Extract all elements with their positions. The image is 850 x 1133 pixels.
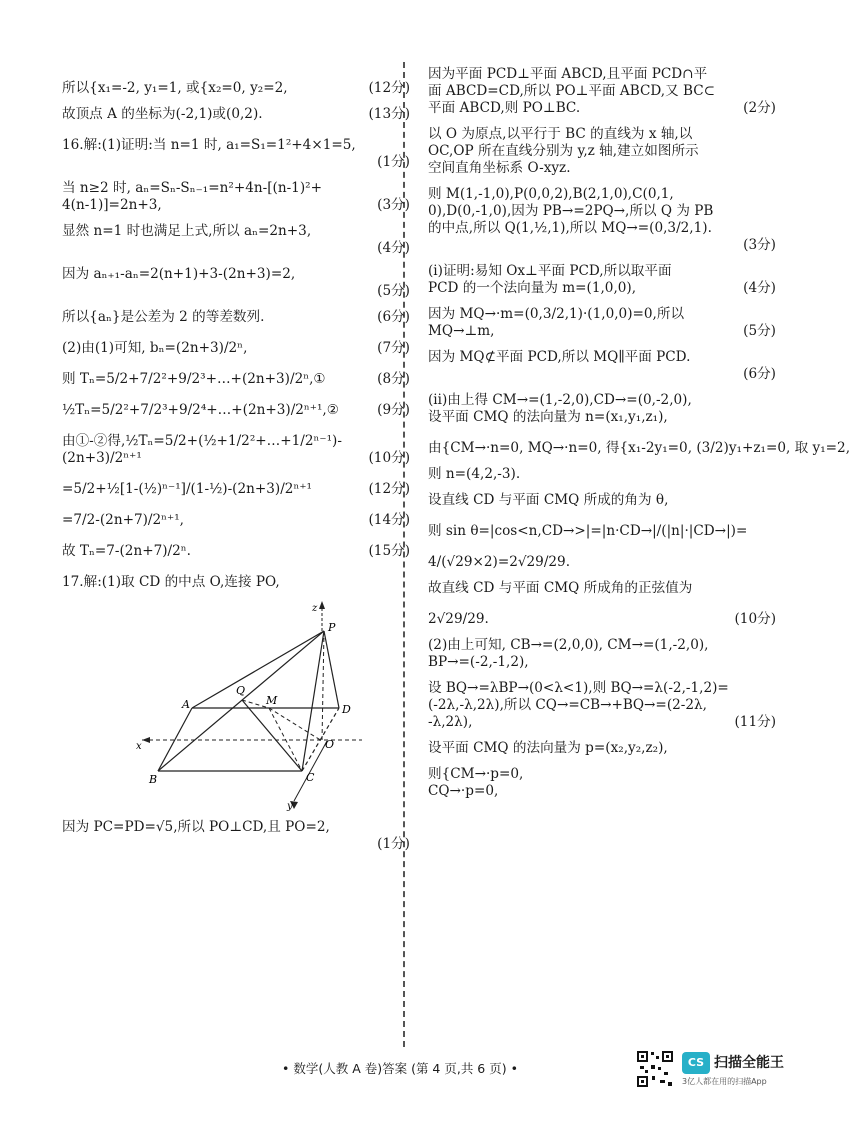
score-mark: (1分): [377, 154, 410, 170]
score-mark: (7分): [377, 340, 410, 356]
line-text: =5/2+½[1-(½)ⁿ⁻¹]/(1-½)-(2n+3)/2ⁿ⁺¹: [62, 481, 312, 497]
score-mark: (9分): [377, 402, 410, 418]
line-text: (ⅰ)证明:易知 Ox⊥平面 PCD,所以取平面: [428, 263, 672, 279]
solution-line: [428, 697, 780, 714]
solution-line: [428, 466, 780, 483]
line-text: 故 Tₙ=7-(2n+7)/2ⁿ.: [62, 543, 191, 559]
left-solution-lines: [62, 80, 414, 591]
label-P: P: [328, 621, 336, 634]
line-text: PCD 的一个法向量为 m=(1,0,0),: [428, 280, 637, 296]
label-O: O: [325, 738, 335, 751]
solution-line: [62, 512, 414, 529]
line-text: 空间直角坐标系 O-xyz.: [428, 160, 571, 176]
solution-line: [62, 371, 414, 388]
line-text: 以 O 为原点,以平行于 BC 的直线为 x 轴,以: [428, 126, 693, 142]
line-text: 则 M(1,-1,0),P(0,0,2),B(2,1,0),C(0,1,: [428, 186, 674, 202]
line-text: 面 ABCD=CD,所以 PO⊥平面 ABCD,又 BC⊂: [428, 83, 716, 99]
solution-line: [428, 349, 780, 366]
solution-line: [62, 340, 414, 357]
solution-line: [428, 492, 780, 509]
line-text: 因为 PC=PD=√5,所以 PO⊥CD,且 PO=2,: [62, 819, 330, 835]
solution-line: [428, 740, 780, 757]
solution-line: [428, 554, 780, 571]
line-text: (ⅱ)由上得 CM→=(1,-2,0),CD→=(0,-2,0),: [428, 392, 692, 408]
solution-line: [428, 66, 780, 83]
label-x: x: [136, 741, 142, 752]
label-D: D: [342, 703, 351, 716]
score-mark: (10分): [368, 450, 410, 466]
solution-line: [62, 543, 414, 560]
solution-line: [428, 126, 780, 143]
solution-line: [428, 306, 780, 323]
solution-line: [428, 440, 850, 457]
score-mark: (3分): [377, 197, 410, 213]
score-mark: (1分): [377, 836, 410, 852]
solution-line: [62, 137, 414, 154]
scanner-name: 扫描全能王: [714, 1055, 784, 1071]
line-text: CQ→·p=0,: [428, 783, 499, 799]
line-text: 设 BQ→=λBP→(0<λ<1),则 BQ→=λ(-2,-1,2)=: [428, 680, 729, 696]
solution-line: [428, 654, 780, 671]
line-text: 则 sin θ=|cos<n,CD→>|=|n·CD→|/(|n|·|CD→|)=: [428, 523, 748, 539]
solution-line: [428, 263, 780, 280]
score-mark: (4分): [377, 240, 410, 256]
solution-line: [428, 680, 780, 697]
solution-line: [428, 637, 780, 654]
line-text: 显然 n=1 时也满足上式,所以 aₙ=2n+3,: [62, 223, 312, 239]
line-text: 的中点,所以 Q(1,½,1),所以 MQ→=(0,3/2,1).: [428, 220, 712, 236]
solution-line: [62, 402, 414, 419]
solution-line: [428, 160, 780, 177]
line-text: (2n+3)/2ⁿ⁺¹: [62, 450, 142, 466]
solution-line: [62, 819, 414, 836]
label-A: A: [182, 698, 190, 711]
solution-line: [428, 203, 780, 220]
score-mark: (13分): [368, 106, 410, 122]
line-text: 因为 MQ⊄平面 PCD,所以 MQ∥平面 PCD.: [428, 349, 691, 365]
label-C: C: [306, 771, 315, 784]
score-mark: (5分): [377, 283, 410, 299]
line-text: 0),D(0,-1,0),因为 PB→=2PQ→,所以 Q 为 PB: [428, 203, 714, 219]
solution-line: [428, 611, 780, 628]
line-text: 4(n-1)]=2n+3,: [62, 197, 162, 213]
solution-line: [428, 143, 780, 160]
solution-line: [62, 106, 414, 123]
solution-line: [62, 154, 414, 171]
solution-line: [428, 100, 780, 117]
solution-line: [428, 523, 780, 540]
label-M: M: [266, 694, 278, 707]
solution-line: [62, 836, 414, 853]
line-text: 因为平面 PCD⊥平面 ABCD,且平面 PCD∩平: [428, 66, 708, 82]
solution-line: [428, 783, 780, 800]
line-text: -λ,2λ),: [428, 714, 473, 730]
score-mark: (6分): [743, 366, 776, 382]
label-z: z: [312, 603, 318, 614]
label-Q: Q: [236, 684, 246, 697]
left-column: [62, 66, 414, 853]
right-column: [428, 66, 850, 800]
line-text: 故顶点 A 的坐标为(-2,1)或(0,2).: [62, 106, 263, 122]
solution-line: [62, 283, 414, 300]
solution-line: [62, 197, 414, 214]
solution-line: [428, 323, 780, 340]
line-text: 由①-②得,½Tₙ=5/2+(½+1/2²+…+1/2ⁿ⁻¹)-: [62, 433, 342, 449]
line-text: OC,OP 所在直线分别为 y,z 轴,建立如图所示: [428, 143, 699, 159]
solution-line: [62, 80, 414, 97]
solution-line: [62, 266, 414, 283]
solution-line: [428, 237, 780, 254]
solution-line: [62, 180, 414, 197]
solution-line: [428, 186, 780, 203]
line-text: 4/(√29×2)=2√29/29.: [428, 554, 571, 570]
qr-code-icon: [636, 1050, 674, 1088]
score-mark: (12分): [368, 481, 410, 497]
line-text: 设平面 CMQ 的法向量为 n=(x₁,y₁,z₁),: [428, 409, 668, 425]
pyramid-figure: [62, 601, 414, 811]
line-text: 设直线 CD 与平面 CMQ 所成的角为 θ,: [428, 492, 669, 508]
solution-line: [62, 574, 414, 591]
solution-line: [428, 714, 780, 731]
scanner-logo-icon: CS: [682, 1052, 710, 1074]
score-mark: (5分): [743, 323, 776, 339]
solution-line: [428, 280, 780, 297]
score-mark: (8分): [377, 371, 410, 387]
line-text: 2√29/29.: [428, 611, 489, 627]
line-text: 故直线 CD 与平面 CMQ 所成角的正弦值为: [428, 580, 693, 596]
line-text: (2)由上可知, CB→=(2,0,0), CM→=(1,-2,0),: [428, 637, 709, 653]
solution-line: [428, 580, 780, 597]
line-text: 平面 ABCD,则 PO⊥BC.: [428, 100, 581, 116]
solution-line: [62, 240, 414, 257]
solution-line: [428, 366, 780, 383]
score-mark: (2分): [743, 100, 776, 116]
score-mark: (11分): [734, 714, 776, 730]
line-text: MQ→⊥m,: [428, 323, 495, 339]
score-mark: (15分): [368, 543, 410, 559]
line-text: 所以{x₁=-2, y₁=1, 或{x₂=0, y₂=2,: [62, 80, 288, 96]
line-text: 设平面 CMQ 的法向量为 p=(x₂,y₂,z₂),: [428, 740, 668, 756]
solution-line: [62, 433, 414, 450]
left-after-figure-lines: [62, 819, 414, 853]
score-mark: (10分): [734, 611, 776, 627]
score-mark: (3分): [743, 237, 776, 253]
line-text: 所以{aₙ}是公差为 2 的等差数列.: [62, 309, 265, 325]
line-text: BP→=(-2,-1,2),: [428, 654, 529, 670]
right-solution-lines: [428, 66, 850, 800]
line-text: 16.解:(1)证明:当 n=1 时, a₁=S₁=1²+4×1=5,: [62, 137, 356, 153]
line-text: 则 Tₙ=5/2+7/2²+9/2³+…+(2n+3)/2ⁿ,①: [62, 371, 326, 387]
solution-line: [62, 450, 414, 467]
line-text: 则{CM→·p=0,: [428, 766, 524, 782]
line-text: 17.解:(1)取 CD 的中点 O,连接 PO,: [62, 574, 280, 590]
scanner-slogan: 3亿人都在用的扫描App: [682, 1077, 767, 1086]
pyramid-diagram: [62, 601, 414, 811]
solution-line: [62, 309, 414, 326]
solution-line: [62, 481, 414, 498]
solution-line: [428, 409, 780, 426]
line-text: (2)由(1)可知, bₙ=(2n+3)/2ⁿ,: [62, 340, 248, 356]
line-text: 则 n=(4,2,-3).: [428, 466, 521, 482]
score-mark: (14分): [368, 512, 410, 528]
solution-line: [62, 223, 414, 240]
line-text: 由{CM→·n=0, MQ→·n=0, 得{x₁-2y₁=0, (3/2)y₁+z₁=0, 取 y₁=2,: [428, 440, 850, 456]
solution-line: [428, 766, 780, 783]
solution-line: [428, 220, 780, 237]
label-y: y: [287, 801, 293, 812]
line-text: 当 n≥2 时, aₙ=Sₙ-Sₙ₋₁=n²+4n-[(n-1)²+: [62, 180, 322, 196]
score-mark: (4分): [743, 280, 776, 296]
line-text: ½Tₙ=5/2²+7/2³+9/2⁴+…+(2n+3)/2ⁿ⁺¹,②: [62, 402, 339, 418]
label-B: B: [149, 773, 158, 786]
line-text: =7/2-(2n+7)/2ⁿ⁺¹,: [62, 512, 184, 528]
solution-line: [428, 392, 780, 409]
solution-line: [428, 83, 780, 100]
score-mark: (6分): [377, 309, 410, 325]
line-text: 因为 aₙ₊₁-aₙ=2(n+1)+3-(2n+3)=2,: [62, 266, 296, 282]
page-footer: • 数学(人教 A 卷)答案 (第 4 页,共 6 页) •: [282, 1061, 518, 1076]
line-text: 因为 MQ→·m=(0,3/2,1)·(1,0,0)=0,所以: [428, 306, 685, 322]
score-mark: (12分): [368, 80, 410, 96]
line-text: (-2λ,-λ,2λ),所以 CQ→=CB→+BQ→=(2-2λ,: [428, 697, 707, 713]
